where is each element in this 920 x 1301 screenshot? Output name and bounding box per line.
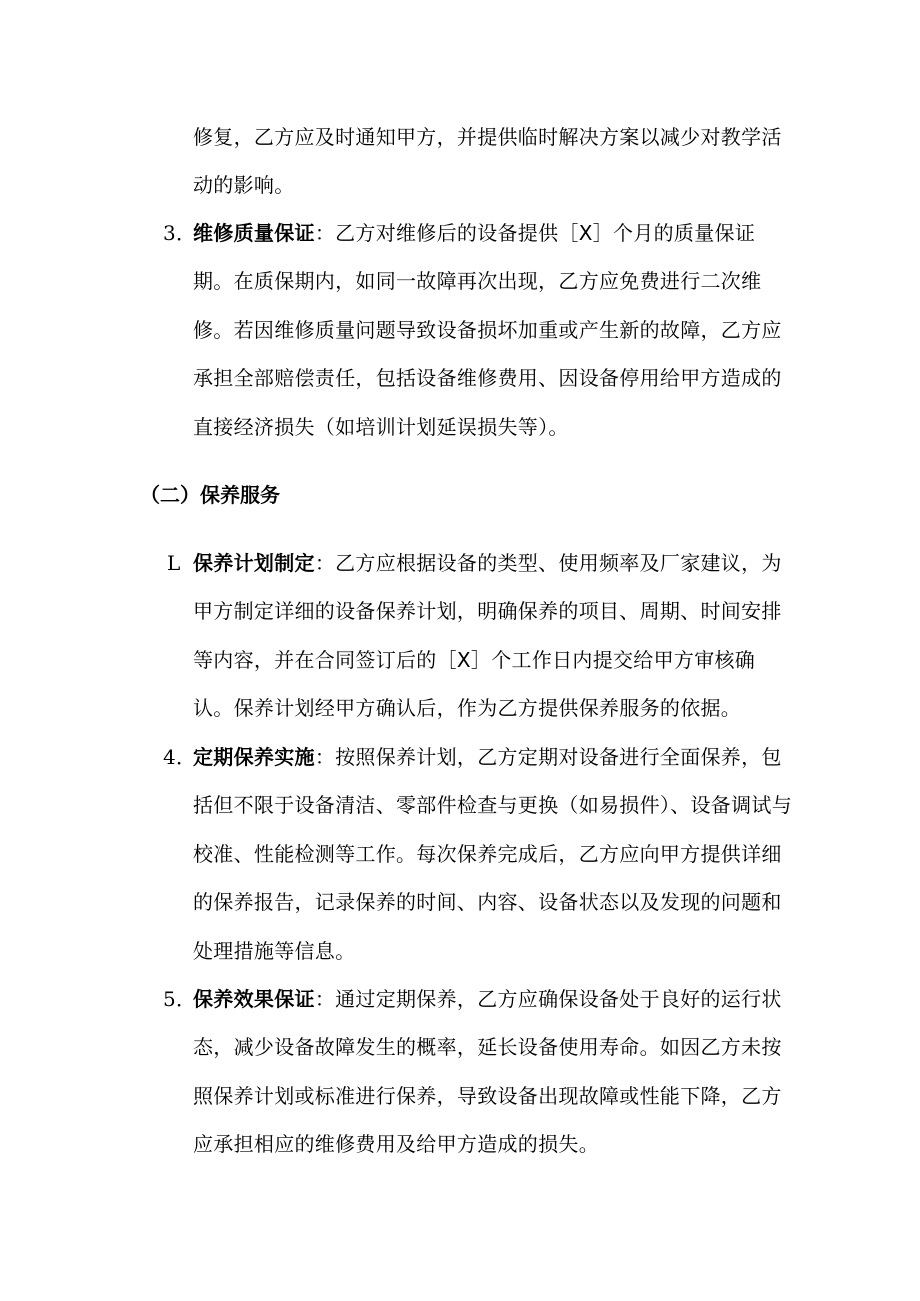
clause-body: ：通过定期保养，乙方应确保设备处于良好的运行状态，减少设备故障发生的概率，延长设备使用寿命。如因乙方未按照保养计划或标准进行保养，导致设备出现故障或性能下降，乙方应承担相应的维修费用及给甲方造成的损失。 — [193, 987, 782, 1157]
clause-number: 4． — [163, 745, 197, 769]
clause-number: 3． — [163, 221, 197, 245]
clause-body: ：乙方对维修后的设备提供［X］个月的质量保证期。在质保期内，如同一故障再次出现，乙方应免费进行二次维修。若因维修质量问题导致设备损坏加重或产生新的故障，乙方应承担全部赔偿责任，包括设备维修费用、因设备停用给甲方造成的直接经济损失（如培训计划延误损失等）。 — [193, 221, 782, 439]
clause-number: L — [167, 551, 181, 575]
clause-4-regular-maintenance — [163, 733, 793, 975]
clause-title: 定期保养实施 — [193, 745, 315, 769]
clause-l-maintenance-plan — [167, 539, 793, 733]
clause-body: ：按照保养计划，乙方定期对设备进行全面保养，包括但不限于设备清洁、零部件检查与更换（如易损件）、设备调试与校准、性能检测等工作。每次保养完成后，乙方应向甲方提供详细的保养报告，记录保养的时间、内容、设备状态以及发现的问题和处理措施等信息。 — [193, 745, 792, 963]
clause-title: 维修质量保证 — [193, 221, 315, 245]
paragraph-text: 修复，乙方应及时通知甲方，并提供临时解决方案以减少对教学活动的影响。 — [193, 125, 782, 198]
clause-body: ：乙方应根据设备的类型、使用频率及厂家建议，为甲方制定详细的设备保养计划，明确保养的项目、周期、时间安排等内容，并在合同签订后的［X］个工作日内提交给甲方审核确认。保养计划经甲方确认后，作为乙方提供保养服务的依据。 — [193, 551, 782, 721]
clause-5-maintenance-effect-guarantee — [163, 975, 793, 1169]
clause-title: 保养计划制定 — [193, 551, 315, 575]
clause-title: 保养效果保证 — [193, 987, 315, 1011]
clause-3-repair-quality-guarantee — [163, 209, 793, 451]
section-heading: （二）保养服务 — [140, 483, 280, 507]
clause-number: 5． — [163, 987, 197, 1011]
paragraph-continuation — [193, 113, 793, 210]
